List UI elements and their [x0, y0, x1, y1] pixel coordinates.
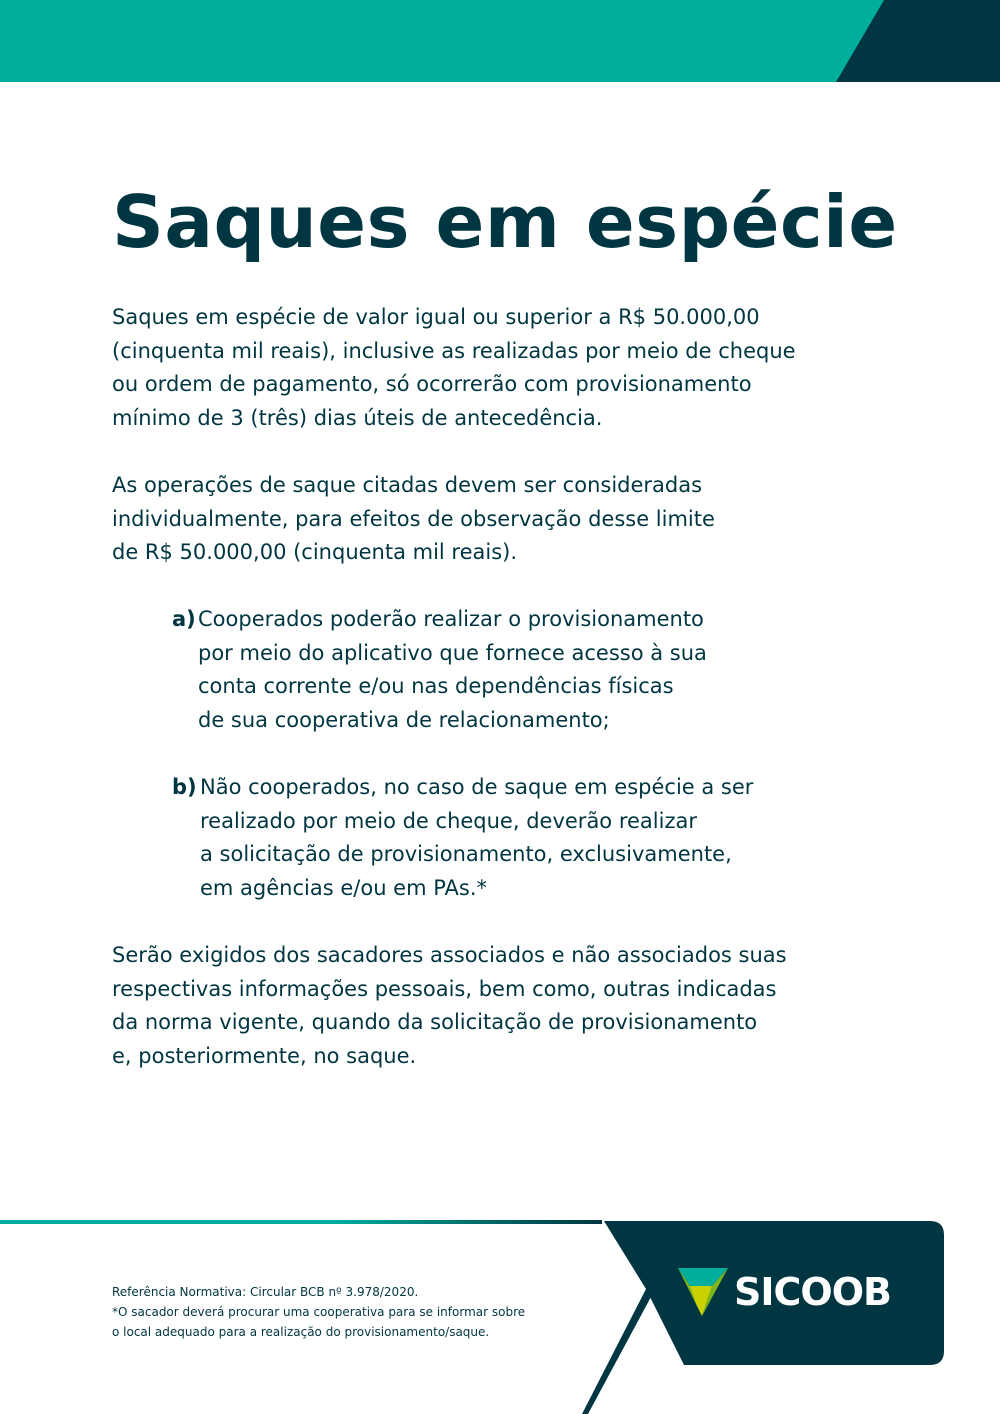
sicoob-logo-text: SICOOB	[734, 1270, 891, 1314]
paragraph-operations	[112, 469, 715, 570]
list-marker: a)	[172, 607, 196, 631]
paragraph-line: Serão exigidos dos sacadores associados e não associados suas	[112, 943, 787, 967]
sicoob-logo-icon	[676, 1264, 730, 1318]
list-item-line: de sua cooperativa de relacionamento;	[198, 707, 610, 732]
list-item-b	[172, 771, 753, 905]
list-item-a	[172, 603, 707, 737]
paragraph-line: e, posteriormente, no saque.	[112, 1043, 417, 1068]
paragraph-line: mínimo de 3 (três) dias úteis de antecedência.	[112, 405, 603, 430]
list-item-line: Não cooperados, no caso de saque em espécie a ser	[200, 775, 754, 799]
footnote-line: o local adequado para a realização do provisionamento/saque.	[112, 1325, 490, 1339]
list-marker: b)	[172, 775, 197, 799]
paragraph-intro	[112, 301, 796, 435]
list-item-line: realizado por meio de cheque, deverão realizar	[200, 808, 697, 833]
paragraph-line: da norma vigente, quando da solicitação de provisionamento	[112, 1010, 758, 1035]
list-item-line: conta corrente e/ou nas dependências físicas	[198, 674, 674, 699]
list-item-line: em agências e/ou em PAs.*	[200, 875, 488, 900]
footnote	[112, 1282, 525, 1342]
footnote-line: *O sacador deverá procurar uma cooperativa para se informar sobre	[112, 1305, 526, 1319]
sicoob-logo	[676, 1264, 916, 1320]
paragraph-line: respectivas informações pessoais, bem como, outras indicadas	[112, 976, 777, 1001]
header-band	[0, 0, 1000, 82]
paragraph-requirements	[112, 939, 787, 1073]
paragraph-line: As operações de saque citadas devem ser consideradas	[112, 473, 703, 497]
paragraph-line: individualmente, para efeitos de observação desse limite	[112, 506, 715, 531]
paragraph-line: (cinquenta mil reais), inclusive as realizadas por meio de cheque	[112, 338, 796, 363]
page-title: Saques em espécie	[112, 180, 898, 264]
list-item-line: a solicitação de provisionamento, exclusivamente,	[200, 842, 732, 867]
list-item-line: Cooperados poderão realizar o provisionamento	[198, 607, 704, 631]
paragraph-line: de R$ 50.000,00 (cinquenta mil reais).	[112, 540, 518, 565]
paragraph-line: Saques em espécie de valor igual ou superior a R$ 50.000,00	[112, 305, 760, 329]
footnote-line: Referência Normativa: Circular BCB nº 3.978/2020.	[112, 1285, 419, 1299]
list-item-line: por meio do aplicativo que fornece acesso à sua	[198, 640, 707, 665]
paragraph-line: ou ordem de pagamento, só ocorrerão com provisionamento	[112, 372, 752, 397]
